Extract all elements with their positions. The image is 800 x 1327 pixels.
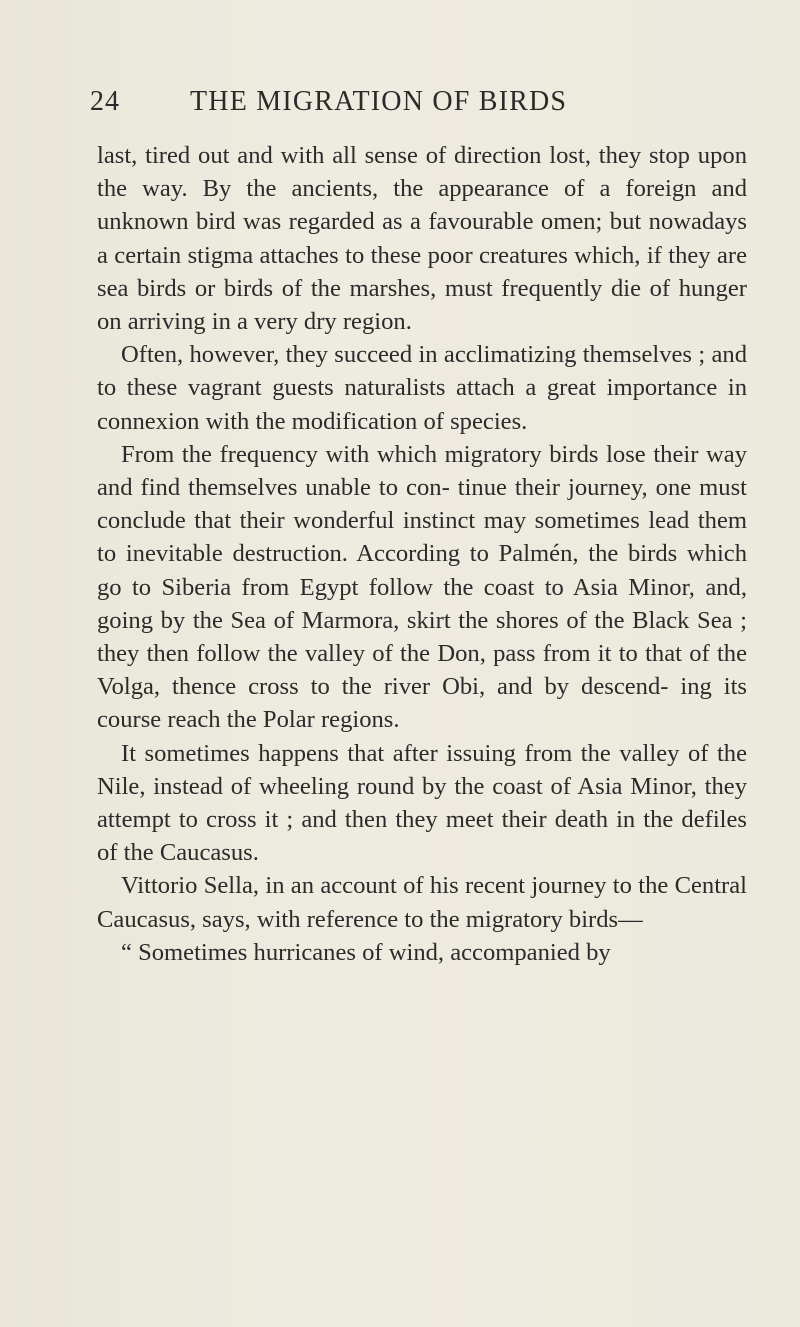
paragraph: From the frequency with which migratory birds lose their way and find themselves unable to con- tinue their journey, one must conclude that their wonderful instinct may sometimes lead them to inevitable destruction. According to Palmén, the birds which go to Siberia from Egypt follow the coast to Asia Minor, and, going by the Sea of Marmora, skirt the shores of the Black Sea ; they then follow the valley of the Don, pass from it to that of the Volga, thence cross to the river Obi, and by descend- ing its course reach the Polar regions. [97,440,747,734]
page-header [90,86,750,126]
body-text [97,139,747,969]
paragraph: Often, however, they succeed in acclimatizing themselves ; and to these vagrant guests naturalists attach a great importance in connexion with the modification of species. [97,341,747,435]
running-head-title: THE MIGRATION OF BIRDS [190,86,568,117]
paragraph: Vittorio Sella, in an account of his recent journey to the Central Caucasus, says, with reference to the migratory birds— [97,872,747,933]
paragraph: “ Sometimes hurricanes of wind, accompanied by [121,938,611,966]
paragraph: last, tired out and with all sense of direction lost, they stop upon the way. By the ancients, the appearance of a foreign and unknown bird was regarded as a favourable omen; but nowadays a certain stigma attaches to these poor creatures which, if they are sea birds or birds of the marshes, must frequently die of hunger on arriving in a very dry region. [97,142,747,336]
page-number: 24 [90,86,120,117]
paragraph: It sometimes happens that after issuing from the valley of the Nile, instead of wheeling round by the coast of Asia Minor, they attempt to cross it ; and then they meet their death in the defiles of the Caucasus. [97,739,747,867]
